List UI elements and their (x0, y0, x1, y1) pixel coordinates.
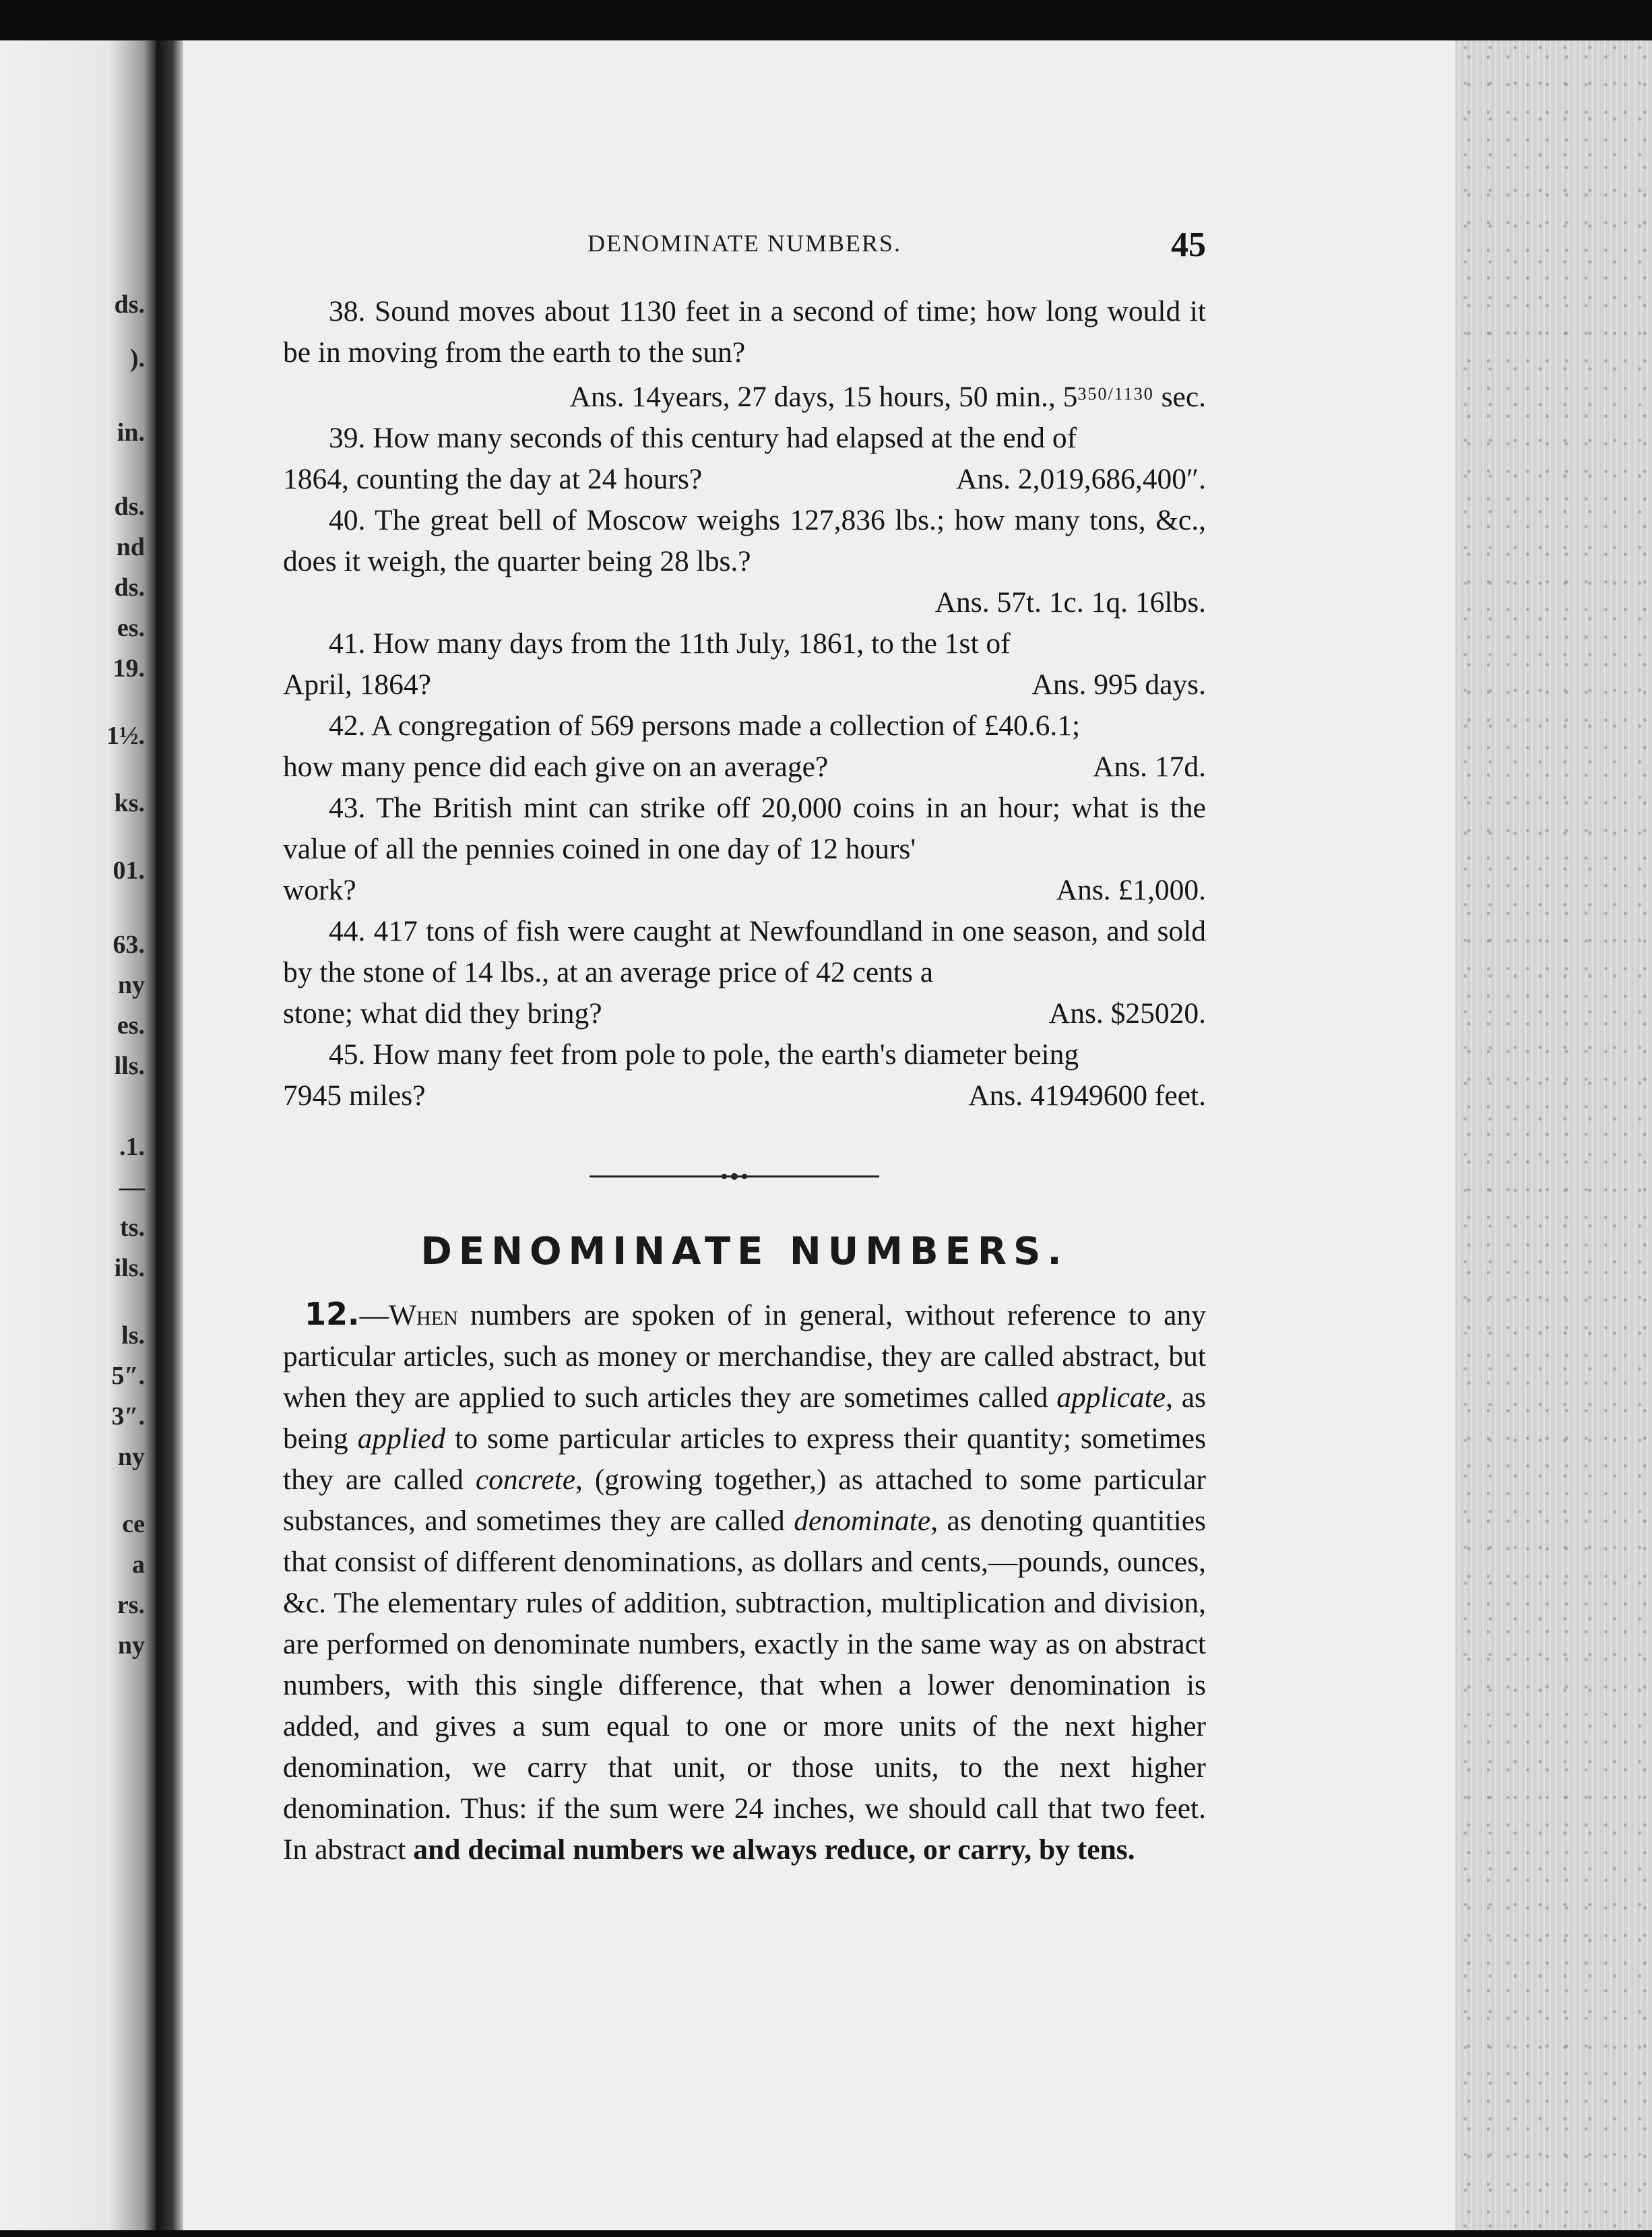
problem-number: 43. (329, 792, 366, 824)
previous-page-fragment: ks. (114, 789, 145, 817)
problem-final-line (283, 747, 1206, 788)
problem-answer: Ans. 41949600 feet. (968, 1079, 1206, 1112)
previous-page-fragment: ds. (114, 290, 145, 319)
text-segment: , as denoting quantities that consist of different denominations, as dollars and cents,—pounds, ounces, &c. The elementary rules of addition, subtraction, multiplication and division, are performed on denominate numbers, exactly in the same way as on abstract numbers, with this single difference, that when a lower denomination is added, and gives a sum equal to one or more units of the next higher denomination, we carry that unit, or those units, to the next higher denomination. Thus: if the sum were 24 inches, we should call that two feet. In abstract (283, 1505, 1206, 1866)
previous-page-fragment: 1½. (106, 722, 145, 750)
problem-number: 39. (329, 422, 366, 454)
previous-page-fragment: ny (117, 1443, 145, 1471)
section-heading: DENOMINATE NUMBERS. (420, 1230, 1069, 1273)
previous-page-fragment: ny (117, 971, 145, 999)
problem-list (283, 291, 1206, 1116)
problem-item (283, 500, 1206, 623)
problem-text: 417 tons of fish were caught at Newfoundland in one season, and sold by the stone of 14 lbs., at an average price of 42 cents a (283, 915, 1207, 988)
previous-page-fragment: nd (116, 533, 145, 561)
text-segment: , as being (283, 1381, 1206, 1455)
previous-page-fragment: 3″. (111, 1402, 145, 1430)
problem-answer: Ans. 17d. (1093, 751, 1206, 783)
previous-page-fragment: in. (117, 418, 145, 447)
text-segment: numbers are spoken of in general, without reference to any particular articles, such as money or merchandise, they are called abstract, but when they are applied to such articles they are sometimes called (283, 1299, 1206, 1414)
problem-answer-line (283, 582, 1206, 623)
emphasis-applicate: applicate (1056, 1381, 1166, 1414)
previous-page-fragment: ny (117, 1631, 145, 1660)
problem-item (283, 623, 1206, 705)
problem-text-end: stone; what did they bring? (283, 997, 602, 1030)
previous-page-fragment: ). (129, 344, 145, 373)
problem-text: How many feet from pole to pole, the earth's diameter being (373, 1038, 1079, 1071)
problem-text-end: 7945 miles? (283, 1079, 426, 1112)
previous-page-fragment: ds. (114, 493, 145, 521)
problem-number: 42. (329, 710, 366, 742)
problem-number: 38. (329, 295, 366, 327)
problem-item (283, 911, 1206, 1034)
problem-text: The great bell of Moscow weighs 127,836 lbs.; how many tons, &c., does it weigh, the quarter being 28 lbs.? (283, 504, 1206, 577)
previous-page-fragment: a (132, 1550, 145, 1579)
book-spine (156, 40, 183, 2230)
problem-answer: Ans. 995 days. (1031, 668, 1206, 701)
emphasis-applied: applied (357, 1422, 446, 1455)
problem-number: 41. (329, 627, 366, 660)
page-number: 45 (1171, 226, 1206, 264)
problem-text: A congregation of 569 persons made a collection of £40.6.1; (371, 710, 1081, 742)
text-segment-bold: and decimal numbers we always reduce, or carry, by tens. (413, 1833, 1135, 1866)
previous-page-fragment: 5″. (111, 1362, 145, 1390)
problem-question (283, 418, 1206, 459)
answer-suffix: sec. (1153, 381, 1206, 413)
problem-text-end: work? (283, 874, 356, 906)
problem-question (283, 788, 1206, 870)
problem-question (283, 291, 1206, 373)
previous-page-fragment: ts. (120, 1214, 145, 1242)
problem-question (283, 1034, 1206, 1075)
problem-question (283, 705, 1206, 747)
previous-page-fragment: ce (122, 1510, 145, 1538)
previous-page-fragment: es. (117, 1011, 145, 1040)
previous-page-fragment: rs. (117, 1591, 145, 1619)
previous-page-fragment: lls. (114, 1052, 145, 1080)
problem-text-end: April, 1864? (283, 668, 431, 701)
problem-number: 45. (329, 1038, 366, 1071)
paragraph-number: 12. (305, 1296, 360, 1332)
problem-item (283, 291, 1206, 418)
previous-page-fragment: 63. (113, 931, 145, 959)
problem-final-line (283, 870, 1206, 911)
problem-item (283, 788, 1206, 911)
previous-page-fragment: ils. (114, 1254, 145, 1282)
problem-final-line (283, 993, 1206, 1034)
problem-item (283, 418, 1206, 500)
problem-text: The British mint can strike off 20,000 coins in an hour; what is the value of all the pennies coined in one day of 12 hours' (283, 792, 1206, 865)
problem-answer: Ans. $25020. (1048, 997, 1206, 1030)
problem-final-line (283, 1075, 1206, 1116)
problem-answer: Ans. 2,019,686,400″. (956, 463, 1206, 495)
running-head (283, 226, 1206, 270)
previous-page-edge (0, 40, 156, 2230)
previous-page-fragment: 19. (113, 654, 145, 683)
problem-text: Sound moves about 1130 feet in a second of time; how long would it be in moving from the earth to the sun? (283, 295, 1206, 369)
problem-question (283, 911, 1206, 993)
lead-word: When (389, 1299, 458, 1331)
emphasis-concrete: concrete (475, 1463, 576, 1496)
page-edge-strip (1455, 40, 1652, 2230)
problem-answer: Ans. 57t. 1c. 1q. 16lbs. (934, 586, 1206, 619)
problem-number: 40. (329, 504, 366, 536)
previous-page-fragment: 01. (113, 856, 145, 885)
problem-text: How many seconds of this century had elapsed at the end of (373, 422, 1077, 454)
answer-fraction: 350/1130 (1077, 384, 1154, 404)
ornament-divider (590, 1171, 879, 1182)
problem-question (283, 500, 1206, 582)
text-segment: , (growing together,) as attached to some particular substances, and sometimes they are called (283, 1463, 1207, 1537)
problem-number: 44. (329, 915, 366, 947)
problem-final-line (283, 459, 1206, 500)
section-paragraph (283, 1294, 1206, 1870)
text-segment: to some particular articles to express their quantity; sometimes they are called (283, 1422, 1206, 1496)
problem-text: How many days from the 11th July, 1861, to the 1st of (373, 627, 1011, 660)
problem-item (283, 1034, 1206, 1116)
previous-page-fragment: ds. (114, 573, 145, 602)
problem-question (283, 623, 1206, 664)
previous-page-fragment: — (119, 1173, 145, 1201)
previous-page-fragment: ls. (121, 1321, 145, 1350)
problem-answer: Ans. £1,000. (1056, 874, 1206, 906)
problem-answer: Ans. 14years, 27 days, 15 hours, 50 min., 5 (569, 381, 1078, 413)
problem-answer-line (283, 373, 1206, 418)
dash: — (359, 1299, 389, 1331)
previous-page-fragment: es. (117, 614, 145, 642)
running-title: DENOMINATE NUMBERS. (587, 230, 901, 257)
problem-text-end: 1864, counting the day at 24 hours? (283, 463, 703, 495)
emphasis-denominate: denominate (794, 1505, 931, 1537)
previous-page-fragment: .1. (119, 1133, 145, 1161)
problem-text-end: how many pence did each give on an average? (283, 751, 829, 783)
problem-final-line (283, 664, 1206, 705)
problem-item (283, 705, 1206, 788)
